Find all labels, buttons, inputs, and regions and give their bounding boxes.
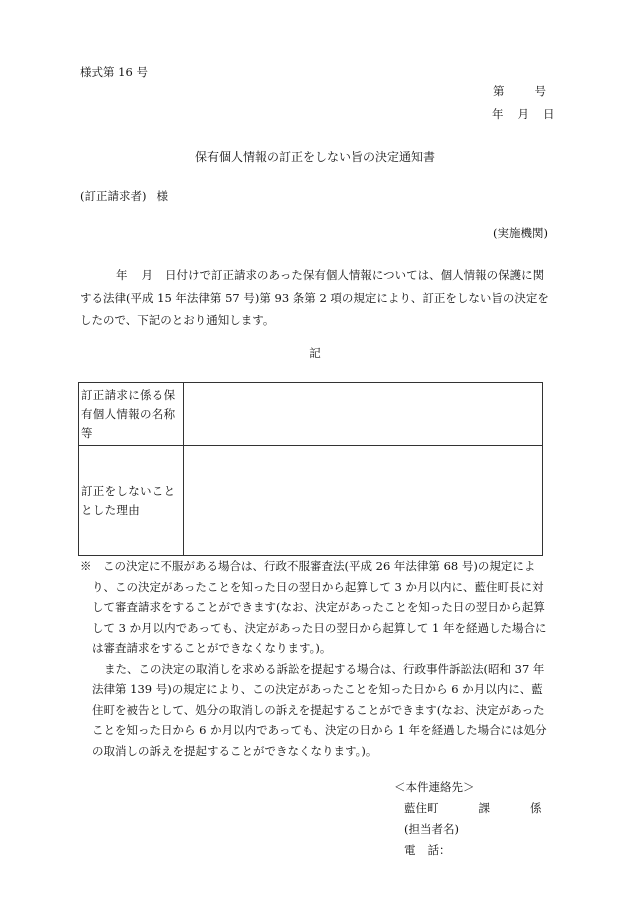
note-administrative-appeal: ※ この決定に不服がある場合は、行政不服審査法(平成 26 年法律第 68 号)の規定により、この決定があったことを知った日の翌日から起算して 3 か月以内に、藍住町長に対して審査請求をすることができます(なお、決定があったことを知った日の翌日から起算して 3 か月以内であっても、決定があった日の翌日から起算して 1 年を経過した場合には審査請求をすることができなくなります。)。: [80, 559, 547, 655]
contact-unit: 係: [530, 801, 542, 815]
body-year: 年: [116, 268, 128, 282]
body-month: 月: [141, 268, 153, 282]
issue-date-year: 年: [492, 107, 504, 121]
contact-department: [394, 798, 542, 819]
contact-section: 課: [478, 801, 490, 815]
contact-phone-label-2: 話：: [427, 843, 451, 857]
requester-label: (訂正請求者): [80, 189, 147, 203]
body-paragraph: [80, 264, 552, 332]
table-row-reason: [79, 446, 543, 556]
reason-value: [184, 446, 543, 556]
document-title: 保有個人情報の訂正をしない旨の決定通知書: [194, 150, 435, 164]
body-text: 日付けで訂正請求のあった保有個人情報については、個人情報の保護に関する法律(平成 15 年法律第 57 号)第 93 条第 2 項の規定により、訂正をしない旨の決定をしたので、下記のとおり通知します。: [80, 268, 549, 327]
details-table: [78, 382, 543, 556]
contact-town: 藍住町: [404, 801, 439, 815]
contact-block: [394, 777, 542, 861]
reason-label: 訂正をしないこととした理由: [79, 446, 184, 556]
requester-line: [80, 188, 168, 204]
document-number-suffix: 号: [534, 84, 546, 98]
info-name-value: [184, 383, 543, 446]
issue-date-day: 日: [543, 107, 555, 121]
table-row-info-name: [79, 383, 543, 446]
contact-heading: ＜本件連絡先＞: [394, 780, 475, 794]
contact-person: (担当者名): [404, 822, 459, 836]
form-number: 様式第 16 号: [80, 65, 148, 79]
contact-phone: [394, 840, 542, 861]
issue-date: [492, 106, 555, 122]
contact-phone-label-1: 電: [404, 843, 416, 857]
requester-honorific: 様: [156, 189, 168, 203]
document-number-prefix: 第: [493, 84, 505, 98]
issue-date-month: 月: [517, 107, 529, 121]
implementing-agency: (実施機関): [493, 226, 548, 240]
document-number: [493, 83, 546, 99]
note-lawsuit: また、この決定の取消しを求める訴訟を提起する場合は、行政事件訴訟法(昭和 37 年法律第 139 号)の規定により、この決定があったことを知った日から 6 か月以内に、藍住町を被告として、処分の取消しの訴えを提起することができます(なお、決定があったことを知った日から 6 か月以内であっても、決定の日から 1 年を経過した場合には処分の取消しの訴えを提起することができなくなります。)。: [92, 661, 547, 758]
appeal-notes: [80, 556, 552, 761]
ki-marker: 記: [309, 346, 321, 360]
info-name-label: 訂正請求に係る保有個人情報の名称等: [79, 383, 184, 446]
